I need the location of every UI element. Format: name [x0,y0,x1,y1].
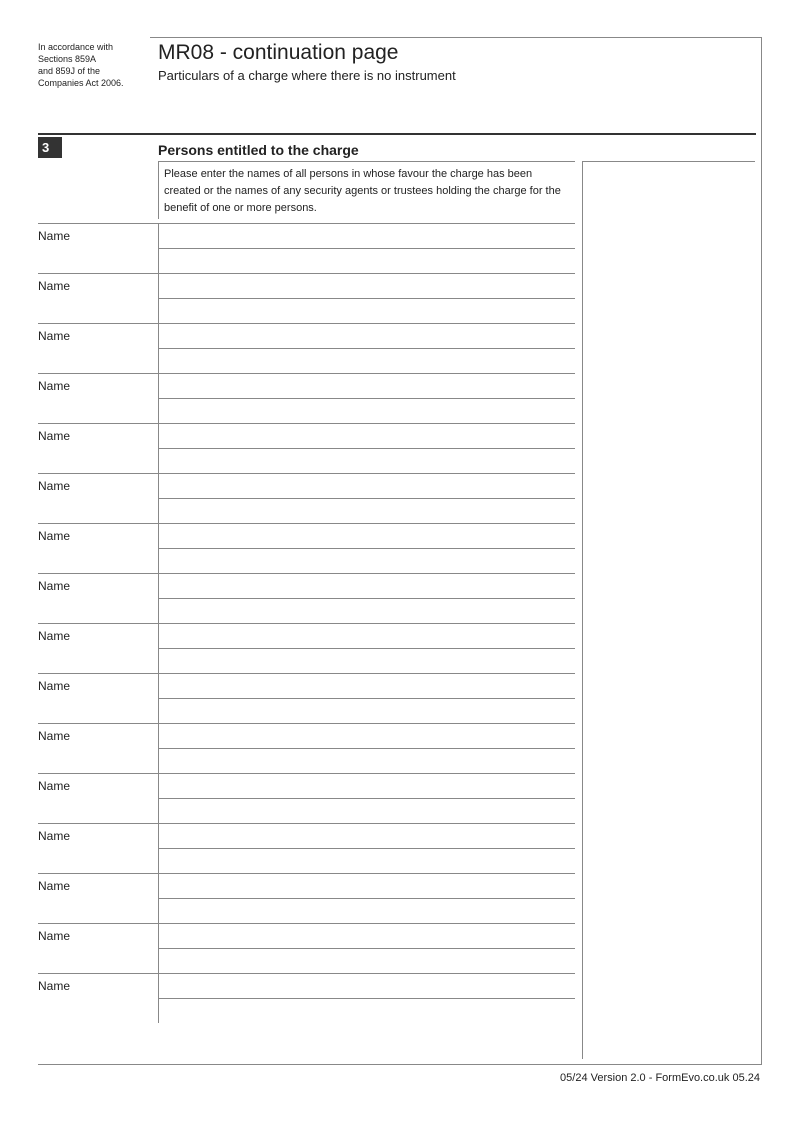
name-input-line-1[interactable] [160,875,572,897]
name-input-line-2[interactable] [160,350,572,372]
footer-version: 05/24 Version 2.0 - FormEvo.co.uk 05.24 [560,1072,760,1084]
legal-notice-line: and 859J of the [38,66,101,76]
name-input-line-2[interactable] [160,800,572,822]
name-input-line-1[interactable] [160,925,572,947]
name-input-line-2[interactable] [160,450,572,472]
section-instructions: Please enter the names of all persons in whose favour the charge has been created or the names of any security agents or trustees holding the charge for the benefit of one or more persons. [164,168,561,214]
name-row [38,623,575,673]
name-label: Name [38,229,71,243]
name-input-line-1[interactable] [160,575,572,597]
name-rows [38,223,575,1023]
name-label: Name [38,329,71,343]
name-label: Name [38,479,71,493]
frame-top-border [150,37,762,38]
name-label: Name [38,779,71,793]
name-input-line-2[interactable] [160,850,572,872]
name-input-line-2[interactable] [160,1000,572,1022]
name-label: Name [38,629,71,643]
legal-notice-line: Sections 859A [38,54,97,64]
name-label: Name [38,429,71,443]
name-row [38,973,575,1023]
name-input-line-1[interactable] [160,675,572,697]
name-row [38,923,575,973]
section-divider [38,133,756,135]
name-input-line-1[interactable] [160,725,572,747]
name-row [38,473,575,523]
side-panel-top-border [582,161,755,162]
name-label: Name [38,529,71,543]
name-input-line-1[interactable] [160,975,572,997]
name-label: Name [38,829,71,843]
name-row [38,573,575,623]
section-heading: Persons entitled to the charge [158,142,359,158]
name-row [38,323,575,373]
name-input-line-1[interactable] [160,275,572,297]
name-input-line-2[interactable] [160,500,572,522]
name-input-line-2[interactable] [160,250,572,272]
legal-notice-line: In accordance with [38,42,114,52]
name-label: Name [38,579,71,593]
name-input-line-2[interactable] [160,750,572,772]
name-label: Name [38,929,71,943]
name-input-line-2[interactable] [160,950,572,972]
name-input-line-2[interactable] [160,550,572,572]
name-row [38,423,575,473]
section-number-badge: 3 [38,137,62,158]
name-input-line-2[interactable] [160,900,572,922]
name-input-line-1[interactable] [160,325,572,347]
name-row [38,873,575,923]
name-input-line-2[interactable] [160,650,572,672]
name-input-line-2[interactable] [160,700,572,722]
name-label: Name [38,679,71,693]
name-row [38,373,575,423]
name-label: Name [38,729,71,743]
name-label: Name [38,279,71,293]
legal-notice [38,41,148,89]
name-input-line-1[interactable] [160,525,572,547]
name-input-line-1[interactable] [160,775,572,797]
name-row [38,773,575,823]
frame-right-border [761,37,762,1065]
name-input-line-2[interactable] [160,300,572,322]
name-label: Name [38,379,71,393]
name-input-line-2[interactable] [160,600,572,622]
name-row [38,823,575,873]
form-subtitle: Particulars of a charge where there is no instrument [158,68,456,83]
legal-notice-line: Companies Act 2006. [38,78,124,88]
name-row [38,723,575,773]
instructions-left-border [158,161,159,219]
side-panel-left-border [582,161,583,1059]
name-input-line-1[interactable] [160,225,572,247]
footer-divider [38,1064,762,1065]
heading-underline [158,161,575,162]
name-input-line-1[interactable] [160,475,572,497]
name-input-line-1[interactable] [160,625,572,647]
name-input-line-1[interactable] [160,425,572,447]
name-input-line-2[interactable] [160,400,572,422]
name-row [38,523,575,573]
name-label: Name [38,979,71,993]
name-label: Name [38,879,71,893]
name-row [38,223,575,273]
name-row [38,273,575,323]
name-row [38,673,575,723]
name-input-line-1[interactable] [160,375,572,397]
form-title: MR08 - continuation page [158,41,399,64]
name-input-line-1[interactable] [160,825,572,847]
